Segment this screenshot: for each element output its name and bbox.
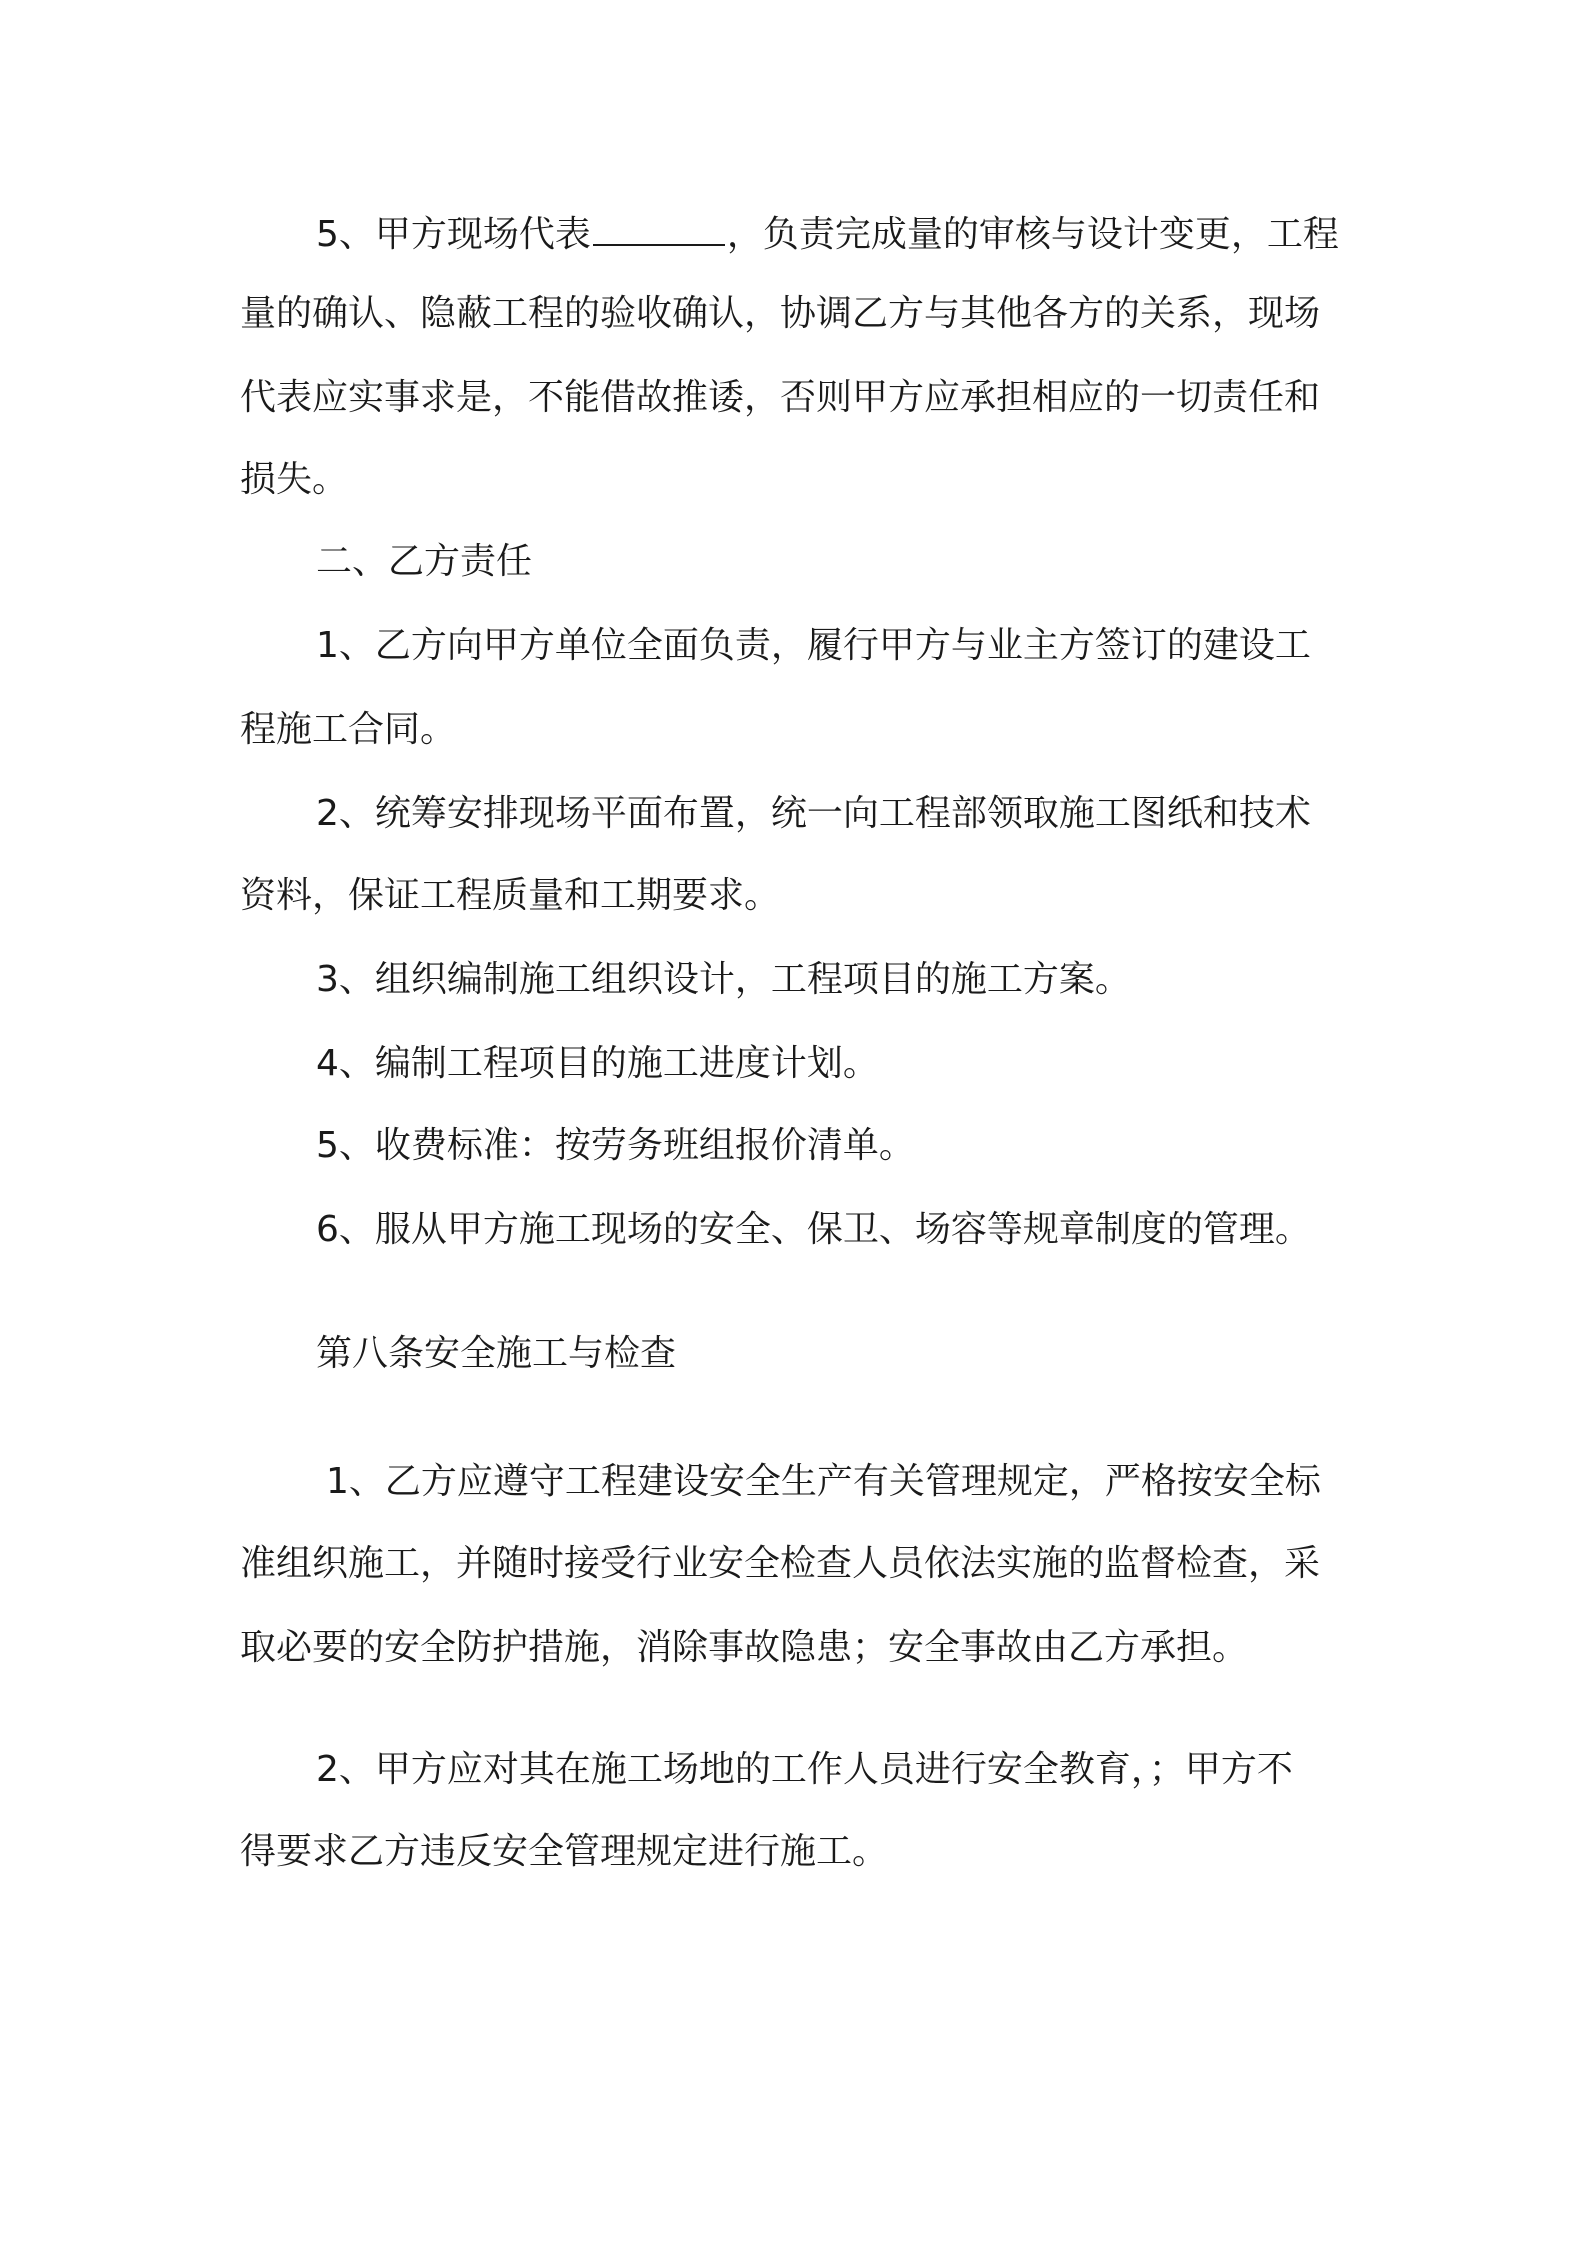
clause-5-suffix: ，负责完成量的审核与设计变更，工程 [726,214,1339,255]
item-3: 3、组织编制施工组织设计，工程项目的施工方案。 [316,959,1131,1000]
safety-2-line-1: 2、甲方应对其在施工场地的工作人员进行安全教育，；甲方不 [316,1749,1293,1790]
clause-5-line-2: 量的确认、隐蔽工程的验收确认，协调乙方与其他各方的关系，现场 [240,293,1321,334]
clause-5-line-3: 代表应实事求是，不能借故推诿，否则甲方应承担相应的一切责任和 [240,377,1321,418]
safety-1-line-3: 取必要的安全防护措施，消除事故隐患；安全事故由乙方承担。 [240,1627,1249,1668]
safety-2-line-2: 得要求乙方违反安全管理规定进行施工。 [240,1831,889,1872]
item-4: 4、编制工程项目的施工进度计划。 [316,1043,879,1084]
safety-1-line-2: 准组织施工，并随时接受行业安全检查人员依法实施的监督检查，采 [240,1543,1321,1584]
item-1-line-2: 程施工合同。 [240,709,457,750]
article-8-heading: 第八条安全施工与检查 [316,1333,677,1374]
item-2-line-1: 2、统筹安排现场平面布置，统一向工程部领取施工图纸和技术 [316,793,1311,834]
clause-5-line-1 [316,206,1339,259]
item-1-line-1: 1、乙方向甲方单位全面负责，履行甲方与业主方签订的建设工 [316,625,1311,666]
item-5: 5、收费标准：按劳务班组报价清单。 [316,1125,915,1166]
section-2-heading: 二、乙方责任 [316,541,533,582]
safety-1-line-1: 1、乙方应遵守工程建设安全生产有关管理规定，严格按安全标 [326,1461,1321,1502]
clause-5-line-4: 损失。 [240,459,349,500]
clause-5-prefix: 5、甲方现场代表 [316,214,591,255]
item-2-line-2: 资料，保证工程质量和工期要求。 [240,875,781,916]
item-6: 6、服从甲方施工现场的安全、保卫、场容等规章制度的管理。 [316,1209,1311,1250]
representative-blank [593,206,725,246]
